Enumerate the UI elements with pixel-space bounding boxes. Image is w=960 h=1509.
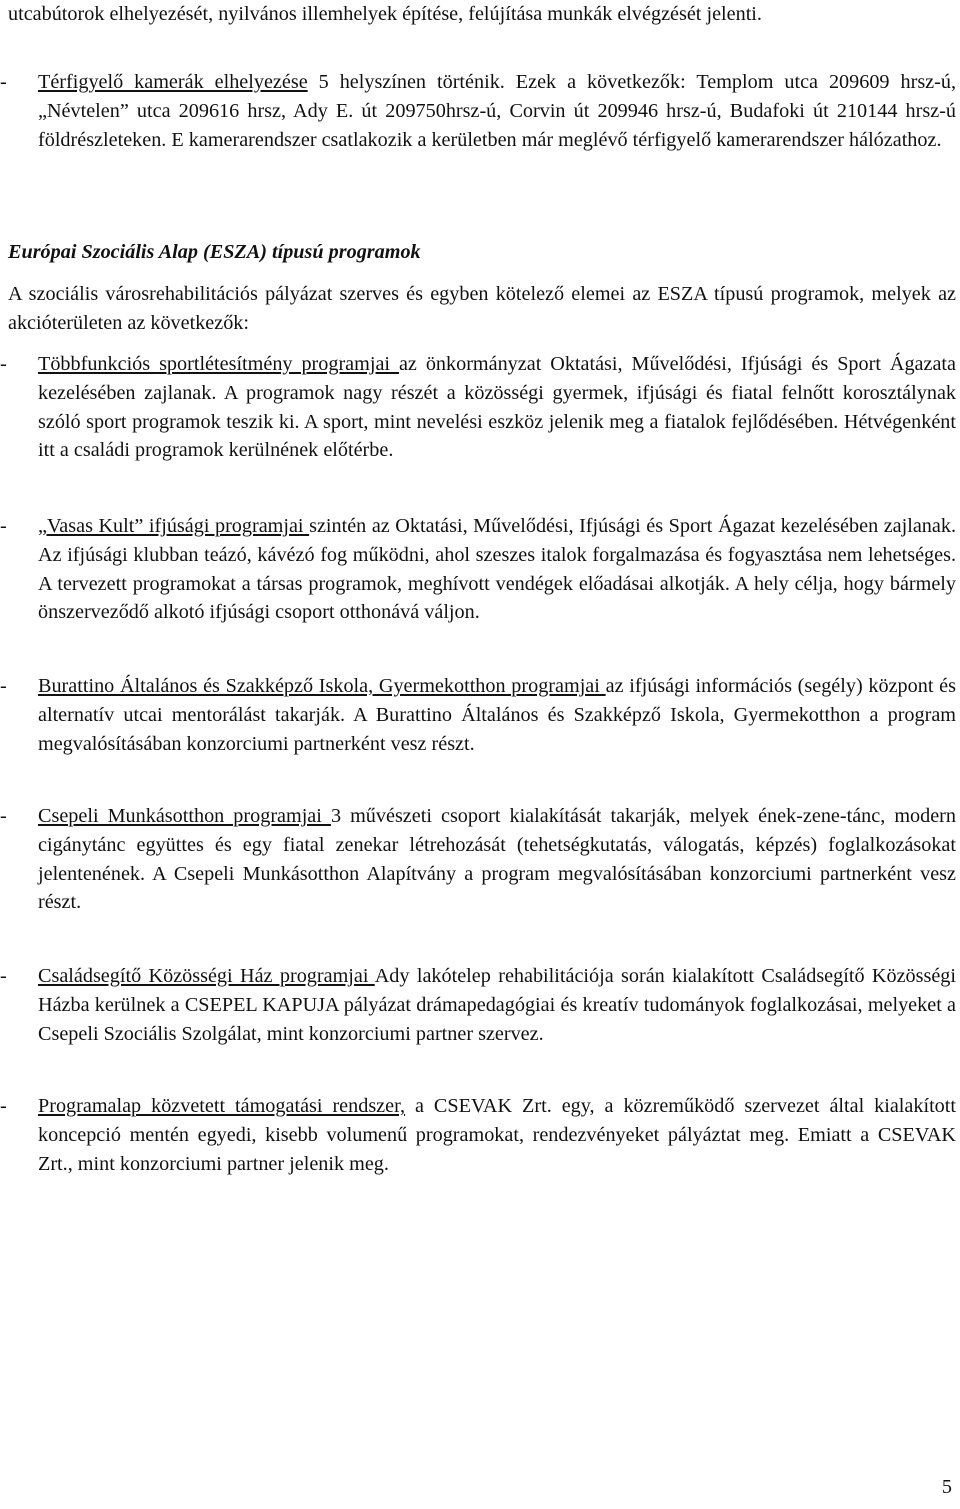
list-item-title: Burattino Általános és Szakképző Iskola, Gyermekotthon programjai bbox=[38, 675, 606, 697]
list-item-title: Többfunkciós sportlétesítmény programjai bbox=[38, 353, 399, 375]
list-item bbox=[0, 350, 957, 465]
list-dash: - bbox=[0, 515, 7, 537]
list-item-title: Programalap közvetett támogatási rendszer, bbox=[38, 1095, 406, 1117]
list-dash: - bbox=[0, 675, 7, 697]
list-dash: - bbox=[0, 965, 7, 987]
list-item-title: Csepeli Munkásotthon programjai bbox=[38, 805, 331, 827]
list-item bbox=[0, 962, 957, 1048]
list-item bbox=[0, 802, 956, 917]
list-item bbox=[0, 512, 956, 627]
list-item-text: szintén az Oktatási, Művelődési, Ifjúsági és Sport Ágazat kezelésében zajlanak. Az ifjúsági klubban teázó, kávézó fog működni, ahol szeszes italok forgalmazása és fogyasztása nem lehetséges. A tervezett programokat a társas programok, meghívott vendégek előadásai alkotják. A hely célja, hogy bármely önszerveződő alkotó ifjúsági csoport otthonává váljon. bbox=[38, 515, 956, 624]
intro-paragraph bbox=[8, 280, 956, 338]
intro-text: A szociális városrehabilitációs pályázat szerves és egyben kötelező elemei az ESZA típusú programok, melyek az akcióterületen az következők: bbox=[8, 283, 956, 334]
page-number: 5 bbox=[941, 1476, 952, 1498]
list-item bbox=[0, 672, 956, 758]
list-dash: - bbox=[0, 71, 7, 93]
list-item-title: Családsegítő Közösségi Ház programjai bbox=[38, 965, 375, 987]
list-item-text: Ady lakótelep rehabilitációja során kialakított Családsegítő Közösségi Házba kerülnek a CSEPEL KAPUJA pályázat drámapedagógiai és kreatív tudományok foglalkozásai, melyeket a Csepeli Szociális Szolgálat, mint konzorciumi partner szervez. bbox=[38, 965, 957, 1045]
list-item-text: 3 művészeti csoport kialakítását takarják, melyek ének-zene-tánc, modern cigánytánc együttes és egy fiatal zenekar létrehozását (tehetségkutatás, válogatás, képzés) foglalkozásokat jelentenének. A Csepeli Munkásotthon Alapítvány a program megvalósításában konzorciumi partnerként vesz részt. bbox=[38, 805, 956, 914]
list-item-text: 5 helyszínen történik. Ezek a következők: Templom utca 209609 hrsz-ú, „Névtelen” utca 209616 hrsz, Ady E. út 209750hrsz-ú, Corvin út 209946 hrsz-ú, Budafoki út 210144 hrsz-ú földrészleteken. E kamerarendszer csatlakozik a kerületben már meglévő térfigyelő kamerarendszer hálózathoz. bbox=[38, 71, 956, 151]
list-item-title: Térfigyelő kamerák elhelyezése bbox=[38, 71, 308, 93]
list-dash: - bbox=[0, 805, 7, 827]
list-item-text: a CSEVAK Zrt. egy, a közreműködő szervezet által kialakított koncepció mentén egyedi, kisebb volumenű programokat, rendezvényeket pályáztat meg. Emiatt a CSEVAK Zrt., mint konzorciumi partner jelenik meg. bbox=[38, 1095, 956, 1175]
section-heading: Európai Szociális Alap (ESZA) típusú programok bbox=[8, 241, 421, 263]
list-item bbox=[0, 1092, 956, 1178]
list-dash: - bbox=[0, 1095, 7, 1117]
list-item-text: az önkormányzat Oktatási, Művelődési, Ifjúsági és Sport Ágazata kezelésében zajlanak. A programok nagy részét a közösségi gyermek, ifjúsági és fiatal felnőtt korosztálynak szóló sport programok teszik ki. A sport, mint nevelési eszköz jelenik meg a fiatalok fejlődésében. Hétvégenként itt a családi programok kerülnének előtérbe. bbox=[38, 353, 957, 462]
camera-list-item bbox=[0, 68, 956, 154]
list-item-title: „Vasas Kult” ifjúsági programjai bbox=[38, 515, 310, 537]
list-dash: - bbox=[0, 353, 7, 375]
list-item-text: az ifjúsági információs (segély) központ és alternatív utcai mentorálást takarják. A Burattino Általános és Szakképző Iskola, Gyermekotthon a program megvalósításában konzorciumi partnerként vesz részt. bbox=[38, 675, 956, 755]
top-paragraph bbox=[8, 0, 956, 29]
top-paragraph-text: utcabútorok elhelyezését, nyilvános illemhelyek építése, felújítása munkák elvégzését jelenti. bbox=[8, 3, 762, 25]
